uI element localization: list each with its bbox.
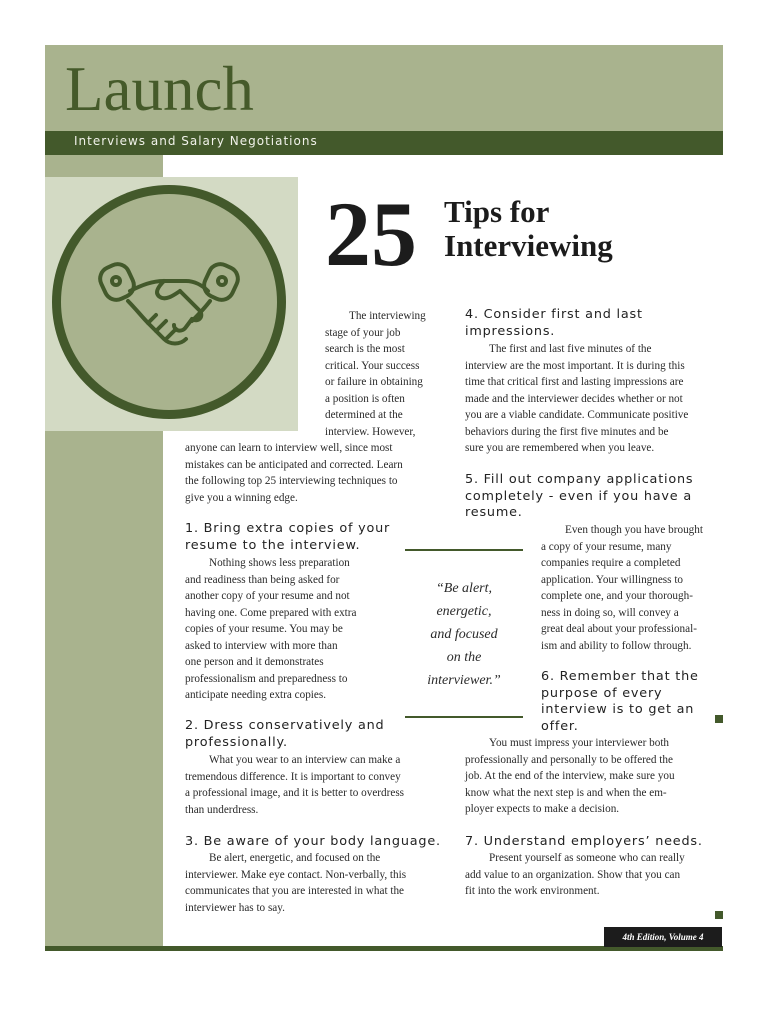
intro-line: anyone can learn to interview well, since most bbox=[185, 442, 393, 454]
masthead-subtitle: Interviews and Salary Negotiations bbox=[74, 134, 318, 148]
tip-1-body bbox=[185, 555, 400, 704]
body-line: fit into the work environment. bbox=[465, 885, 600, 897]
heading-line: completely - even if you have a bbox=[465, 488, 692, 504]
intro-line: give you a winning edge. bbox=[185, 491, 298, 504]
pullquote-line: “Be alert, bbox=[436, 581, 492, 596]
intro-continuation bbox=[185, 440, 447, 506]
heading-line: professionally. bbox=[185, 734, 288, 750]
body-text: You must impress your interviewer both bbox=[489, 737, 670, 749]
body-line: complete one, and your thorough- bbox=[541, 590, 693, 602]
body-line: interview are the most important. It is during this bbox=[465, 359, 685, 372]
body-line: a copy of your resume, many bbox=[541, 540, 672, 553]
body-line bbox=[541, 522, 723, 539]
intro-line: mistakes can be anticipated and corrected. Learn bbox=[185, 458, 403, 471]
feature-title-line-2: Interviewing bbox=[444, 228, 613, 263]
heading-line: 7. Understand employers’ needs. bbox=[465, 834, 703, 849]
heading-line: resume. bbox=[465, 505, 523, 520]
tip-2-heading bbox=[185, 718, 384, 751]
intro-line: or failure in obtaining bbox=[325, 376, 423, 388]
pullquote-top-rule bbox=[405, 549, 523, 551]
intro-line: interview. However, bbox=[325, 425, 416, 438]
pullquote-line: interviewer.” bbox=[427, 673, 501, 688]
body-line: you are a viable candidate. Communicate positive bbox=[465, 409, 689, 421]
body-line: made and the interviewer decides whether or not bbox=[465, 392, 683, 405]
pullquote-line: on the bbox=[446, 650, 482, 665]
body-line bbox=[465, 850, 723, 867]
body-line: behaviors during the first five minutes and be bbox=[465, 425, 669, 438]
body-line: tremendous difference. It is important to convey bbox=[185, 770, 401, 783]
body-line: ness in doing so, will convey a bbox=[541, 606, 679, 619]
tip-5-heading bbox=[465, 472, 693, 522]
body-text: The first and last five minutes of the bbox=[489, 343, 652, 355]
body-line bbox=[185, 850, 450, 867]
body-line: great deal about your professional- bbox=[541, 623, 697, 635]
heading-line: 2. Dress conservatively and bbox=[185, 718, 385, 733]
body-text: Be alert, energetic, and focused on the bbox=[209, 852, 381, 864]
edition-label: 4th Edition, Volume 4 bbox=[604, 927, 722, 947]
tip-3-heading bbox=[185, 834, 441, 851]
feature-title-line-1: Tips for bbox=[444, 194, 550, 229]
tip-2-body bbox=[185, 752, 450, 818]
body-line: know what the next step is and when the em- bbox=[465, 786, 667, 799]
intro-line: critical. Your success bbox=[325, 359, 420, 372]
tip-3-body bbox=[185, 850, 450, 916]
body-line: asked to interview with more than bbox=[185, 639, 338, 652]
body-line: and readiness than being asked for bbox=[185, 573, 340, 586]
heading-line: resume to the interview. bbox=[185, 537, 361, 553]
heading-line: interview is to get an bbox=[541, 702, 695, 717]
intro-line: stage of your job bbox=[325, 326, 401, 339]
body-line: copies of your resume. You may be bbox=[185, 623, 343, 635]
body-line: add value to an organization. Show that you can bbox=[465, 868, 681, 881]
tip-6-heading bbox=[541, 669, 699, 735]
body-line: interviewer has to say. bbox=[185, 901, 285, 914]
body-text: Nothing shows less preparation bbox=[209, 557, 350, 569]
heading-line: purpose of every bbox=[541, 685, 663, 701]
body-line: sure you are remembered when you leave. bbox=[465, 442, 655, 454]
tip-4-heading bbox=[465, 307, 643, 340]
body-line: anticipate needing extra copies. bbox=[185, 689, 327, 701]
body-line: interviewer. Make eye contact. Non-verbally, this bbox=[185, 868, 407, 881]
intro-paragraph bbox=[325, 308, 445, 440]
pullquote bbox=[405, 577, 523, 692]
heading-line: 6. Remember that the bbox=[541, 669, 699, 684]
pullquote-line: and focused bbox=[430, 627, 498, 642]
body-line: job. At the end of the interview, make sure you bbox=[465, 770, 675, 782]
body-text: What you wear to an interview can make a bbox=[209, 754, 401, 766]
body-line bbox=[465, 341, 723, 358]
heading-line: 1. Bring extra copies of your bbox=[185, 521, 391, 536]
tip-4-body bbox=[465, 341, 723, 457]
intro-line: a position is often bbox=[325, 392, 405, 405]
feature-title bbox=[444, 195, 613, 263]
body-text: Present yourself as someone who can really bbox=[489, 852, 685, 864]
body-line: than underdress. bbox=[185, 803, 259, 816]
intro-line: the following top 25 interviewing techniques to bbox=[185, 475, 398, 487]
handshake-badge bbox=[52, 185, 286, 419]
section-marker bbox=[715, 911, 723, 919]
body-line: professionalism and preparedness to bbox=[185, 672, 348, 685]
heading-line: 4. Consider first and last bbox=[465, 307, 643, 322]
intro-text: The interviewing bbox=[349, 310, 426, 322]
body-text: Even though you have brought bbox=[565, 524, 703, 536]
body-line: another copy of your resume and not bbox=[185, 590, 350, 602]
body-line: a professional image, and it is better to overdress bbox=[185, 787, 405, 799]
body-line: one person and it demonstrates bbox=[185, 656, 324, 668]
body-line bbox=[465, 735, 723, 752]
tip-1-heading bbox=[185, 521, 390, 554]
handshake-icon bbox=[94, 247, 244, 357]
body-line: professionally and personally to be offered the bbox=[465, 753, 673, 766]
body-line: ism and ability to follow through. bbox=[541, 639, 692, 652]
intro-line: search is the most bbox=[325, 343, 405, 355]
body-line bbox=[185, 555, 400, 572]
tip-6-body bbox=[465, 735, 723, 818]
intro-line bbox=[325, 308, 445, 325]
pullquote-bottom-rule bbox=[405, 716, 523, 718]
tip-7-heading bbox=[465, 834, 703, 851]
feature-number: 25 bbox=[325, 183, 417, 285]
body-line: time that critical first and lasting impressions are bbox=[465, 376, 684, 388]
body-line: having one. Come prepared with extra bbox=[185, 606, 357, 619]
heading-line: 5. Fill out company applications bbox=[465, 472, 694, 487]
masthead-title: Launch bbox=[65, 54, 254, 124]
pullquote-line: energetic, bbox=[436, 604, 492, 619]
body-line bbox=[185, 752, 450, 769]
body-line: ployer expects to make a decision. bbox=[465, 803, 620, 815]
tip-5-body bbox=[541, 522, 723, 654]
intro-line: determined at the bbox=[325, 409, 403, 421]
tip-7-body bbox=[465, 850, 723, 900]
heading-line: impressions. bbox=[465, 323, 556, 339]
body-line: application. Your willingness to bbox=[541, 573, 684, 586]
heading-line: 3. Be aware of your body language. bbox=[185, 834, 441, 849]
heading-line: offer. bbox=[541, 718, 579, 734]
body-line: communicates that you are interested in what the bbox=[185, 885, 405, 897]
section-marker bbox=[715, 715, 723, 723]
body-line: companies require a completed bbox=[541, 557, 681, 569]
